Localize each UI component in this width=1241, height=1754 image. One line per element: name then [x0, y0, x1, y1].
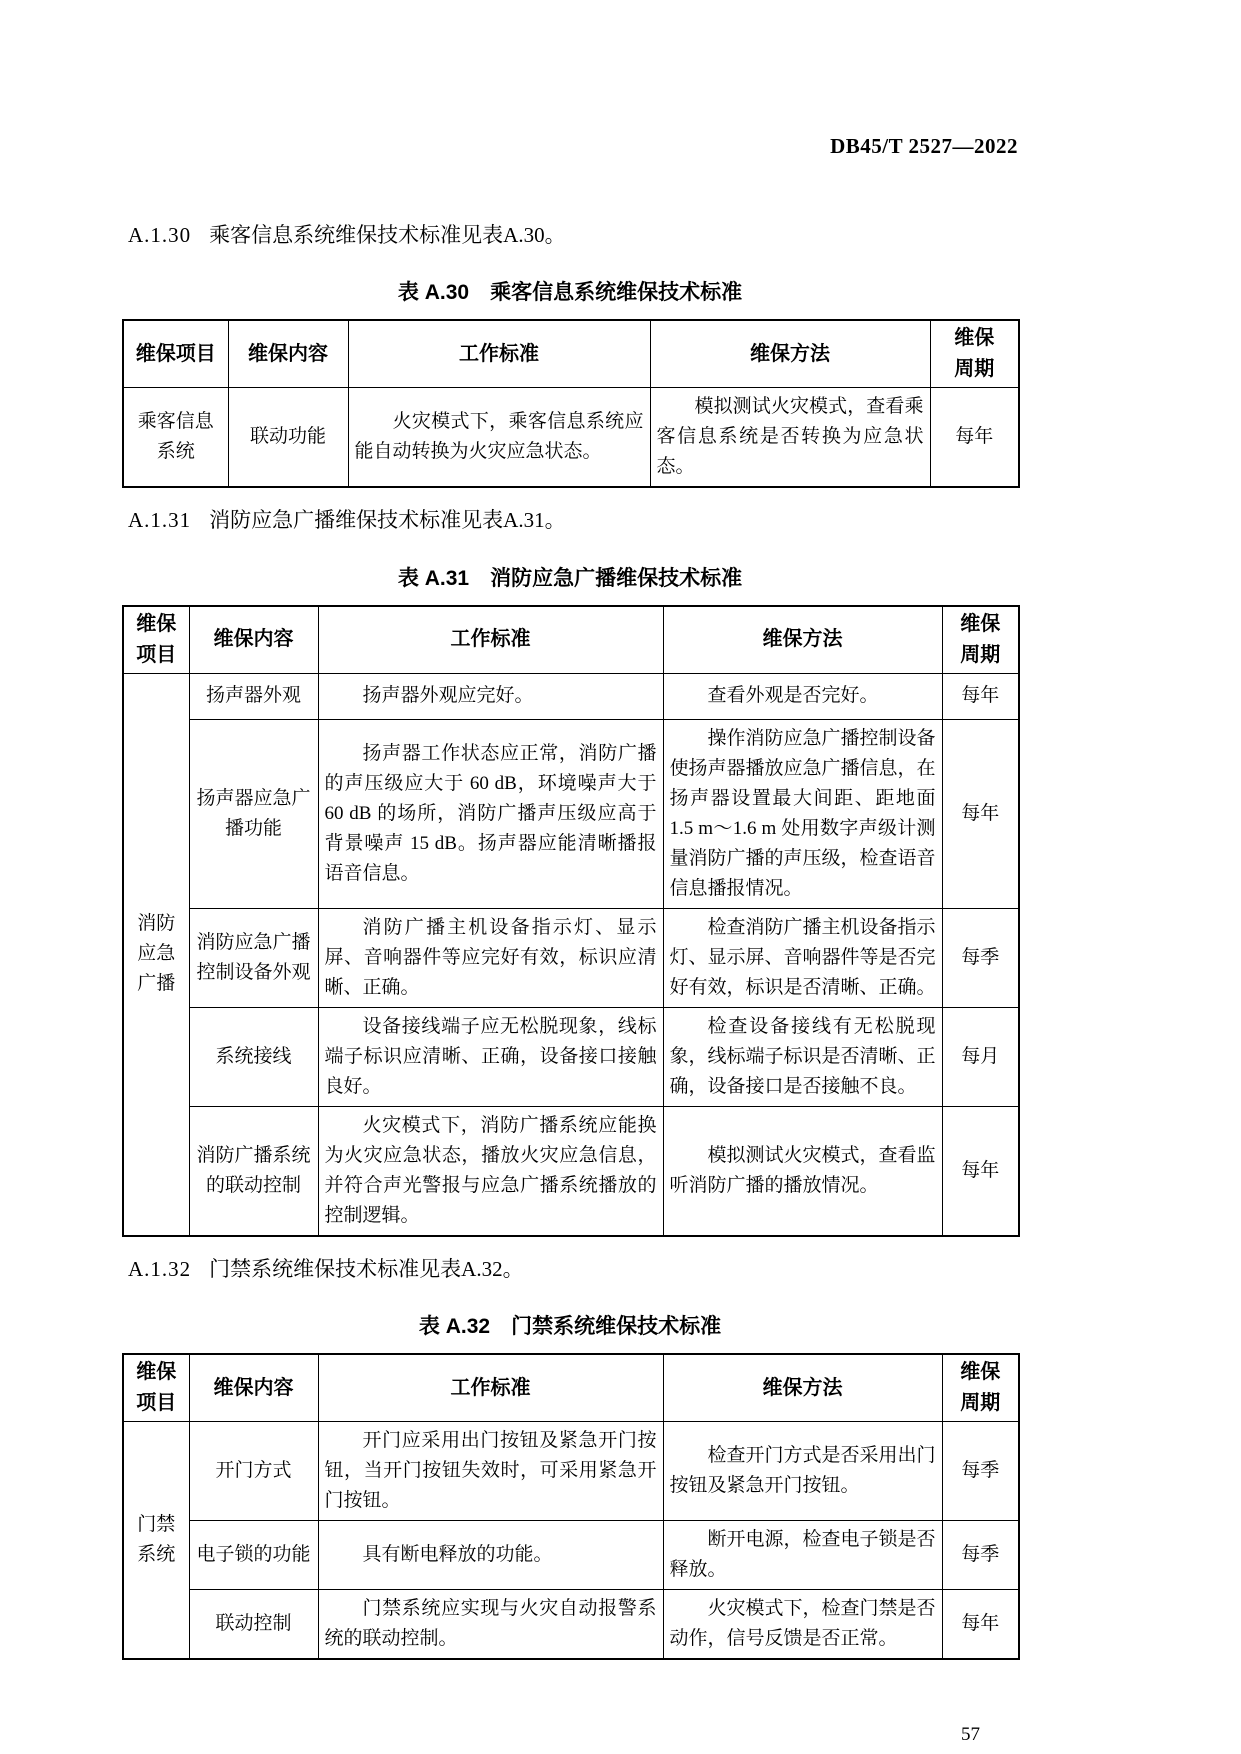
- col-header-standard: 工作标准: [348, 320, 650, 388]
- cell-cycle: 每季: [942, 1422, 1019, 1521]
- cell-cycle: 每年: [942, 719, 1019, 908]
- cell-content: 联动功能: [228, 388, 348, 488]
- cell-content: 扬声器外观: [189, 673, 318, 719]
- cell-standard: 设备接线端子应无松脱现象，线标端子标识应清晰、正确，设备接口接触良好。: [318, 1007, 663, 1106]
- table-row: [123, 1007, 1019, 1106]
- cell-project: 消防 应急 广播: [123, 673, 189, 1236]
- section-text: 乘客信息系统维保技术标准见表A.30。: [209, 223, 566, 247]
- section-text: 门禁系统维保技术标准见表A.32。: [209, 1256, 524, 1281]
- cell-method: 火灾模式下，检查门禁是否动作，信号反馈是否正常。: [663, 1590, 942, 1660]
- section-number: A.1.30: [128, 223, 192, 247]
- cell-standard: 消防广播主机设备指示灯、显示屏、音响器件等应完好有效，标识应清晰、正确。: [318, 908, 663, 1007]
- cell-content: 扬声器应急广播功能: [189, 719, 318, 908]
- table-row: [123, 388, 1019, 488]
- table-row: [123, 908, 1019, 1007]
- cell-content: 消防广播系统的联动控制: [189, 1106, 318, 1236]
- col-header-cycle: 维保 周期: [942, 1354, 1019, 1422]
- col-header-content: 维保内容: [189, 1354, 318, 1422]
- table-a31-header-row: [123, 606, 1019, 674]
- section-heading-a-1-32: [128, 1255, 1018, 1284]
- table-a30-caption: 表 A.30 乘客信息系统维保技术标准: [397, 281, 743, 305]
- col-header-standard: 工作标准: [318, 606, 663, 674]
- table-row: [123, 673, 1019, 719]
- table-row: [123, 1106, 1019, 1236]
- cell-cycle: 每月: [942, 1007, 1019, 1106]
- cell-content: 电子锁的功能: [189, 1521, 318, 1590]
- table-a31-caption: 表 A.31 消防应急广播维保技术标准: [397, 566, 743, 590]
- cell-method: 模拟测试火灾模式，查看乘客信息系统是否转换为应急状态。: [650, 388, 930, 488]
- cell-method: 检查开门方式是否采用出门按钮及紧急开门按钮。: [663, 1422, 942, 1521]
- cell-standard: 火灾模式下，乘客信息系统应能自动转换为火灾应急状态。: [348, 388, 650, 488]
- col-header-method: 维保方法: [663, 1354, 942, 1422]
- table-a31: [122, 605, 1020, 1237]
- table-row: [123, 719, 1019, 908]
- section-number: A.1.32: [128, 1256, 192, 1281]
- cell-standard: 开门应采用出门按钮及紧急开门按钮，当开门按钮失效时，可采用紧急开门按钮。: [318, 1422, 663, 1521]
- cell-standard: 扬声器工作状态应正常，消防广播的声压级应大于 60 dB，环境噪声大于 60 dB 的场所，消防广播声压级应高于背景噪声 15 dB。扬声器应能清晰播报语音信息。: [318, 719, 663, 908]
- section-heading-a-1-30: [128, 221, 1018, 250]
- cell-method: 查看外观是否完好。: [663, 673, 942, 719]
- col-header-method: 维保方法: [650, 320, 930, 388]
- cell-method: 操作消防应急广播控制设备使扬声器播放应急广播信息，在扬声器设置最大间距、距地面 1.5 m～1.6 m 处用数字声级计测量消防广播的声压级，检查语音信息播报情况。: [663, 719, 942, 908]
- col-header-cycle: 维保 周期: [930, 320, 1019, 388]
- cell-cycle: 每年: [942, 1106, 1019, 1236]
- cell-standard: 门禁系统应实现与火灾自动报警系统的联动控制。: [318, 1590, 663, 1660]
- cell-project: 门禁 系统: [123, 1422, 189, 1660]
- cell-cycle: 每年: [942, 1590, 1019, 1660]
- cell-cycle: 每季: [942, 908, 1019, 1007]
- cell-standard: 扬声器外观应完好。: [318, 673, 663, 719]
- table-a30: [122, 319, 1020, 488]
- col-header-content: 维保内容: [228, 320, 348, 388]
- cell-standard: 具有断电释放的功能。: [318, 1521, 663, 1590]
- table-a32-header-row: [123, 1354, 1019, 1422]
- table-row: [123, 1422, 1019, 1521]
- cell-cycle: 每年: [942, 673, 1019, 719]
- cell-content: 消防应急广播控制设备外观: [189, 908, 318, 1007]
- section-text: 消防应急广播维保技术标准见表A.31。: [209, 508, 566, 533]
- table-a32-caption: 表 A.32 门禁系统维保技术标准: [418, 1315, 722, 1339]
- cell-cycle: 每年: [930, 388, 1019, 488]
- cell-content: 联动控制: [189, 1590, 318, 1660]
- col-header-project: 维保 项目: [123, 1354, 189, 1422]
- cell-cycle: 每季: [942, 1521, 1019, 1590]
- table-row: [123, 1521, 1019, 1590]
- cell-content: 开门方式: [189, 1422, 318, 1521]
- cell-content: 系统接线: [189, 1007, 318, 1106]
- col-header-content: 维保内容: [189, 606, 318, 674]
- col-header-cycle: 维保 周期: [942, 606, 1019, 674]
- section-number: A.1.31: [128, 508, 192, 533]
- table-row: [123, 1590, 1019, 1660]
- section-heading-a-1-31: [128, 506, 1018, 535]
- col-header-standard: 工作标准: [318, 1354, 663, 1422]
- cell-method: 检查设备接线有无松脱现象，线标端子标识是否清晰、正确，设备接口是否接触不良。: [663, 1007, 942, 1106]
- col-header-project: 维保项目: [123, 320, 228, 388]
- document-page: [122, 0, 1018, 1746]
- page-number: 57: [961, 1724, 980, 1746]
- cell-project: 乘客信息 系统: [123, 388, 228, 488]
- cell-method: 检查消防广播主机设备指示灯、显示屏、音响器件等是否完好有效，标识是否清晰、正确。: [663, 908, 942, 1007]
- table-a30-header-row: [123, 320, 1019, 388]
- table-a32: [122, 1353, 1020, 1660]
- doc-code-header: DB45/T 2527—2022: [830, 134, 1018, 158]
- col-header-method: 维保方法: [663, 606, 942, 674]
- col-header-project: 维保 项目: [123, 606, 189, 674]
- cell-method: 断开电源，检查电子锁是否释放。: [663, 1521, 942, 1590]
- cell-standard: 火灾模式下，消防广播系统应能换为火灾应急状态，播放火灾应急信息，并符合声光警报与应急广播系统播放的控制逻辑。: [318, 1106, 663, 1236]
- cell-method: 模拟测试火灾模式，查看监听消防广播的播放情况。: [663, 1106, 942, 1236]
